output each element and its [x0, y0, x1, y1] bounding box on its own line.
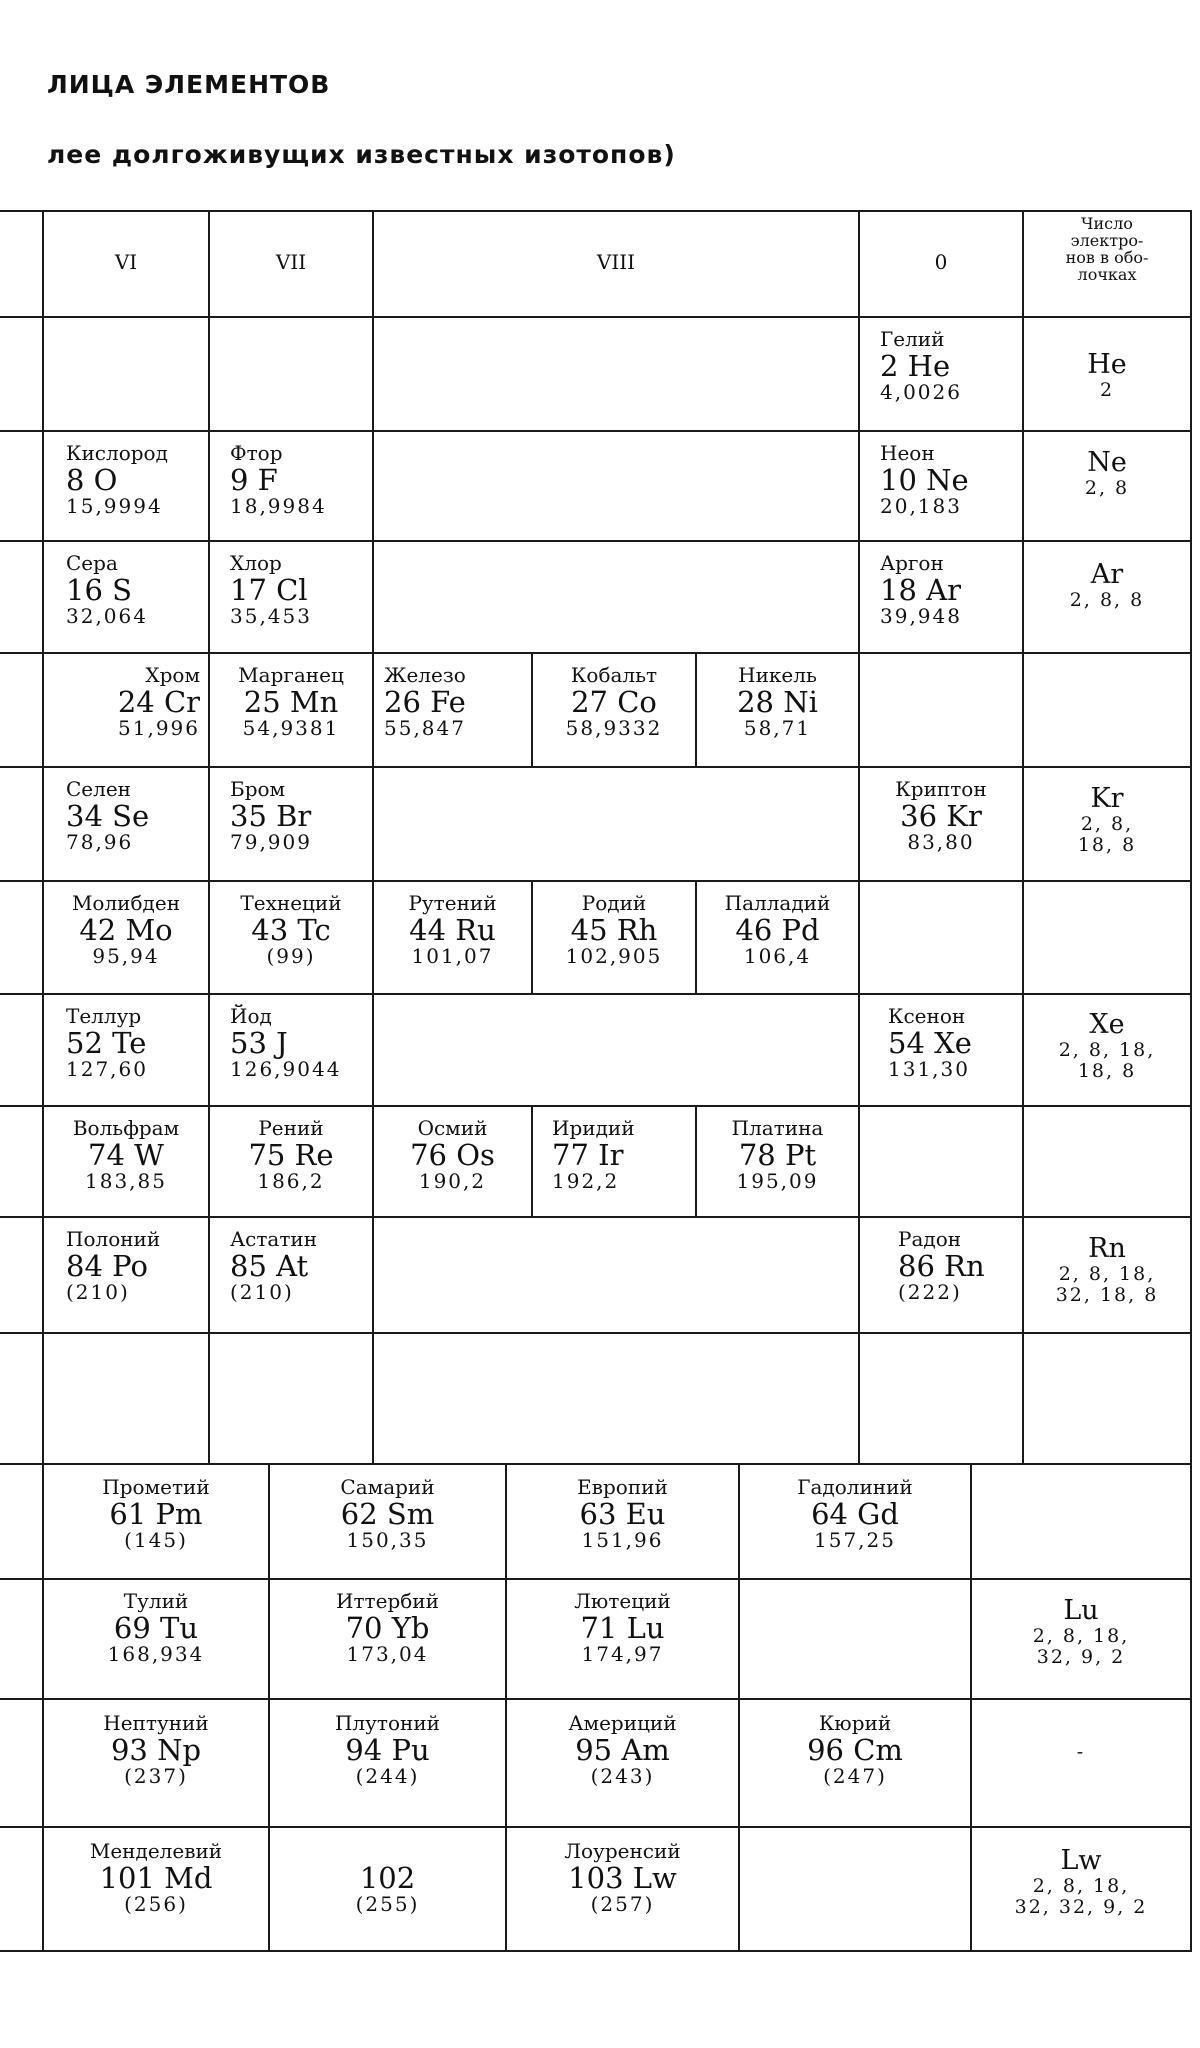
page-title: ЛИЦА ЭЛЕМЕНТОВ	[47, 70, 331, 99]
element-cell-s: Сера 16 S 32,064	[66, 551, 148, 628]
element-cell-o: Кислород 8 O 15,9994	[66, 441, 168, 518]
element-cell-j: Йод 53 J 126,9044	[230, 1004, 342, 1081]
element-cell-102: 102 (255)	[355, 1861, 420, 1916]
element-cell-lw: Лоуренсий 103 Lw (257)	[564, 1839, 681, 1916]
element-cell-br: Бром 35 Br 79,909	[230, 777, 312, 854]
col-header-zero: 0	[934, 250, 948, 274]
element-cell-rh: Родий 45 Rh 102,905	[565, 891, 663, 968]
element-cell-eu: Европий 63 Eu 151,96	[577, 1475, 668, 1552]
shell-config-he: He 2	[1087, 349, 1127, 401]
element-cell-cm: Кюрий 96 Cm (247)	[807, 1711, 903, 1788]
element-cell-mn: Марганец 25 Mn 54,9381	[238, 663, 344, 740]
shell-config-ne: Ne 2, 8	[1084, 447, 1130, 499]
col-header-shells: Число электро- нов в обо- лочках	[1065, 214, 1149, 284]
element-cell-am: Америций 95 Am (243)	[568, 1711, 677, 1788]
shell-config-cm-dash: -	[1076, 1741, 1086, 1763]
element-cell-pm: Прометий 61 Pm (145)	[102, 1475, 210, 1552]
element-cell-lu: Лютеций 71 Lu 174,97	[574, 1589, 671, 1666]
element-cell-ni: Никель 28 Ni 58,71	[737, 663, 818, 740]
element-cell-kr: Криптон 36 Kr 83,80	[895, 777, 987, 854]
element-cell-gd: Гадолиний 64 Gd 157,25	[797, 1475, 913, 1552]
element-cell-os: Осмий 76 Os 190,2	[410, 1116, 495, 1193]
col-header-vii: VII	[275, 250, 307, 274]
element-cell-fe: Железо 26 Fe 55,847	[384, 663, 466, 740]
element-cell-pt: Платина 78 Pt 195,09	[731, 1116, 824, 1193]
element-cell-at: Астатин 85 At (210)	[230, 1227, 318, 1304]
element-cell-te: Теллур 52 Te 127,60	[66, 1004, 148, 1081]
page-subtitle: лее долгоживущих известных изотопов)	[47, 140, 676, 169]
element-cell-w: Вольфрам 74 W 183,85	[72, 1116, 180, 1193]
element-cell-f: Фтор 9 F 18,9984	[230, 441, 327, 518]
element-cell-rn: Радон 86 Rn (222)	[898, 1227, 985, 1304]
element-cell-md: Менделевий 101 Md (256)	[89, 1839, 223, 1916]
shell-config-xe: Xe 2, 8, 18, 18, 8	[1058, 1009, 1156, 1082]
element-cell-co: Кобальт 27 Co 58,9332	[565, 663, 663, 740]
shell-config-rn: Rn 2, 8, 18, 32, 18, 8	[1055, 1233, 1159, 1306]
shell-config-kr: Kr 2, 8, 18, 8	[1077, 783, 1137, 856]
element-cell-cl: Хлор 17 Cl 35,453	[230, 551, 312, 628]
element-cell-tc: Технеций 43 Tc (99)	[240, 891, 342, 968]
element-cell-cr: Хром 24 Cr 51,996	[117, 663, 200, 740]
element-cell-ru: Рутений 44 Ru 101,07	[408, 891, 497, 968]
element-cell-po: Полоний 84 Po (210)	[66, 1227, 161, 1304]
element-cell-ir: Иридий 77 Ir 192,2	[552, 1116, 635, 1193]
element-cell-pu: Плутоний 94 Pu (244)	[334, 1711, 440, 1788]
col-header-viii: VIII	[596, 250, 636, 274]
element-cell-re: Рений 75 Re 186,2	[248, 1116, 334, 1193]
element-cell-se: Селен 34 Se 78,96	[66, 777, 150, 854]
element-cell-sm: Самарий 62 Sm 150,35	[340, 1475, 435, 1552]
shell-config-lu: Lu 2, 8, 18, 32, 9, 2	[1032, 1595, 1130, 1668]
element-cell-np: Нептуний 93 Np (237)	[103, 1711, 209, 1788]
shell-config-ar: Ar 2, 8, 8	[1069, 559, 1145, 611]
element-cell-ar: Аргон 18 Ar 39,948	[880, 551, 962, 628]
element-cell-tu: Тулий 69 Tu 168,934	[107, 1589, 205, 1666]
element-cell-he: Гелий 2 He 4,0026	[880, 327, 962, 404]
element-cell-pd: Палладий 46 Pd 106,4	[724, 891, 831, 968]
element-cell-mo: Молибден 42 Mo 95,94	[71, 891, 181, 968]
element-cell-ne: Неон 10 Ne 20,183	[880, 441, 969, 518]
element-cell-xe: Ксенон 54 Xe 131,30	[888, 1004, 972, 1081]
col-header-vi: VI	[114, 250, 138, 274]
shell-config-lw: Lw 2, 8, 18, 32, 32, 9, 2	[1014, 1845, 1148, 1918]
element-cell-yb: Иттербий 70 Yb 173,04	[336, 1589, 439, 1666]
